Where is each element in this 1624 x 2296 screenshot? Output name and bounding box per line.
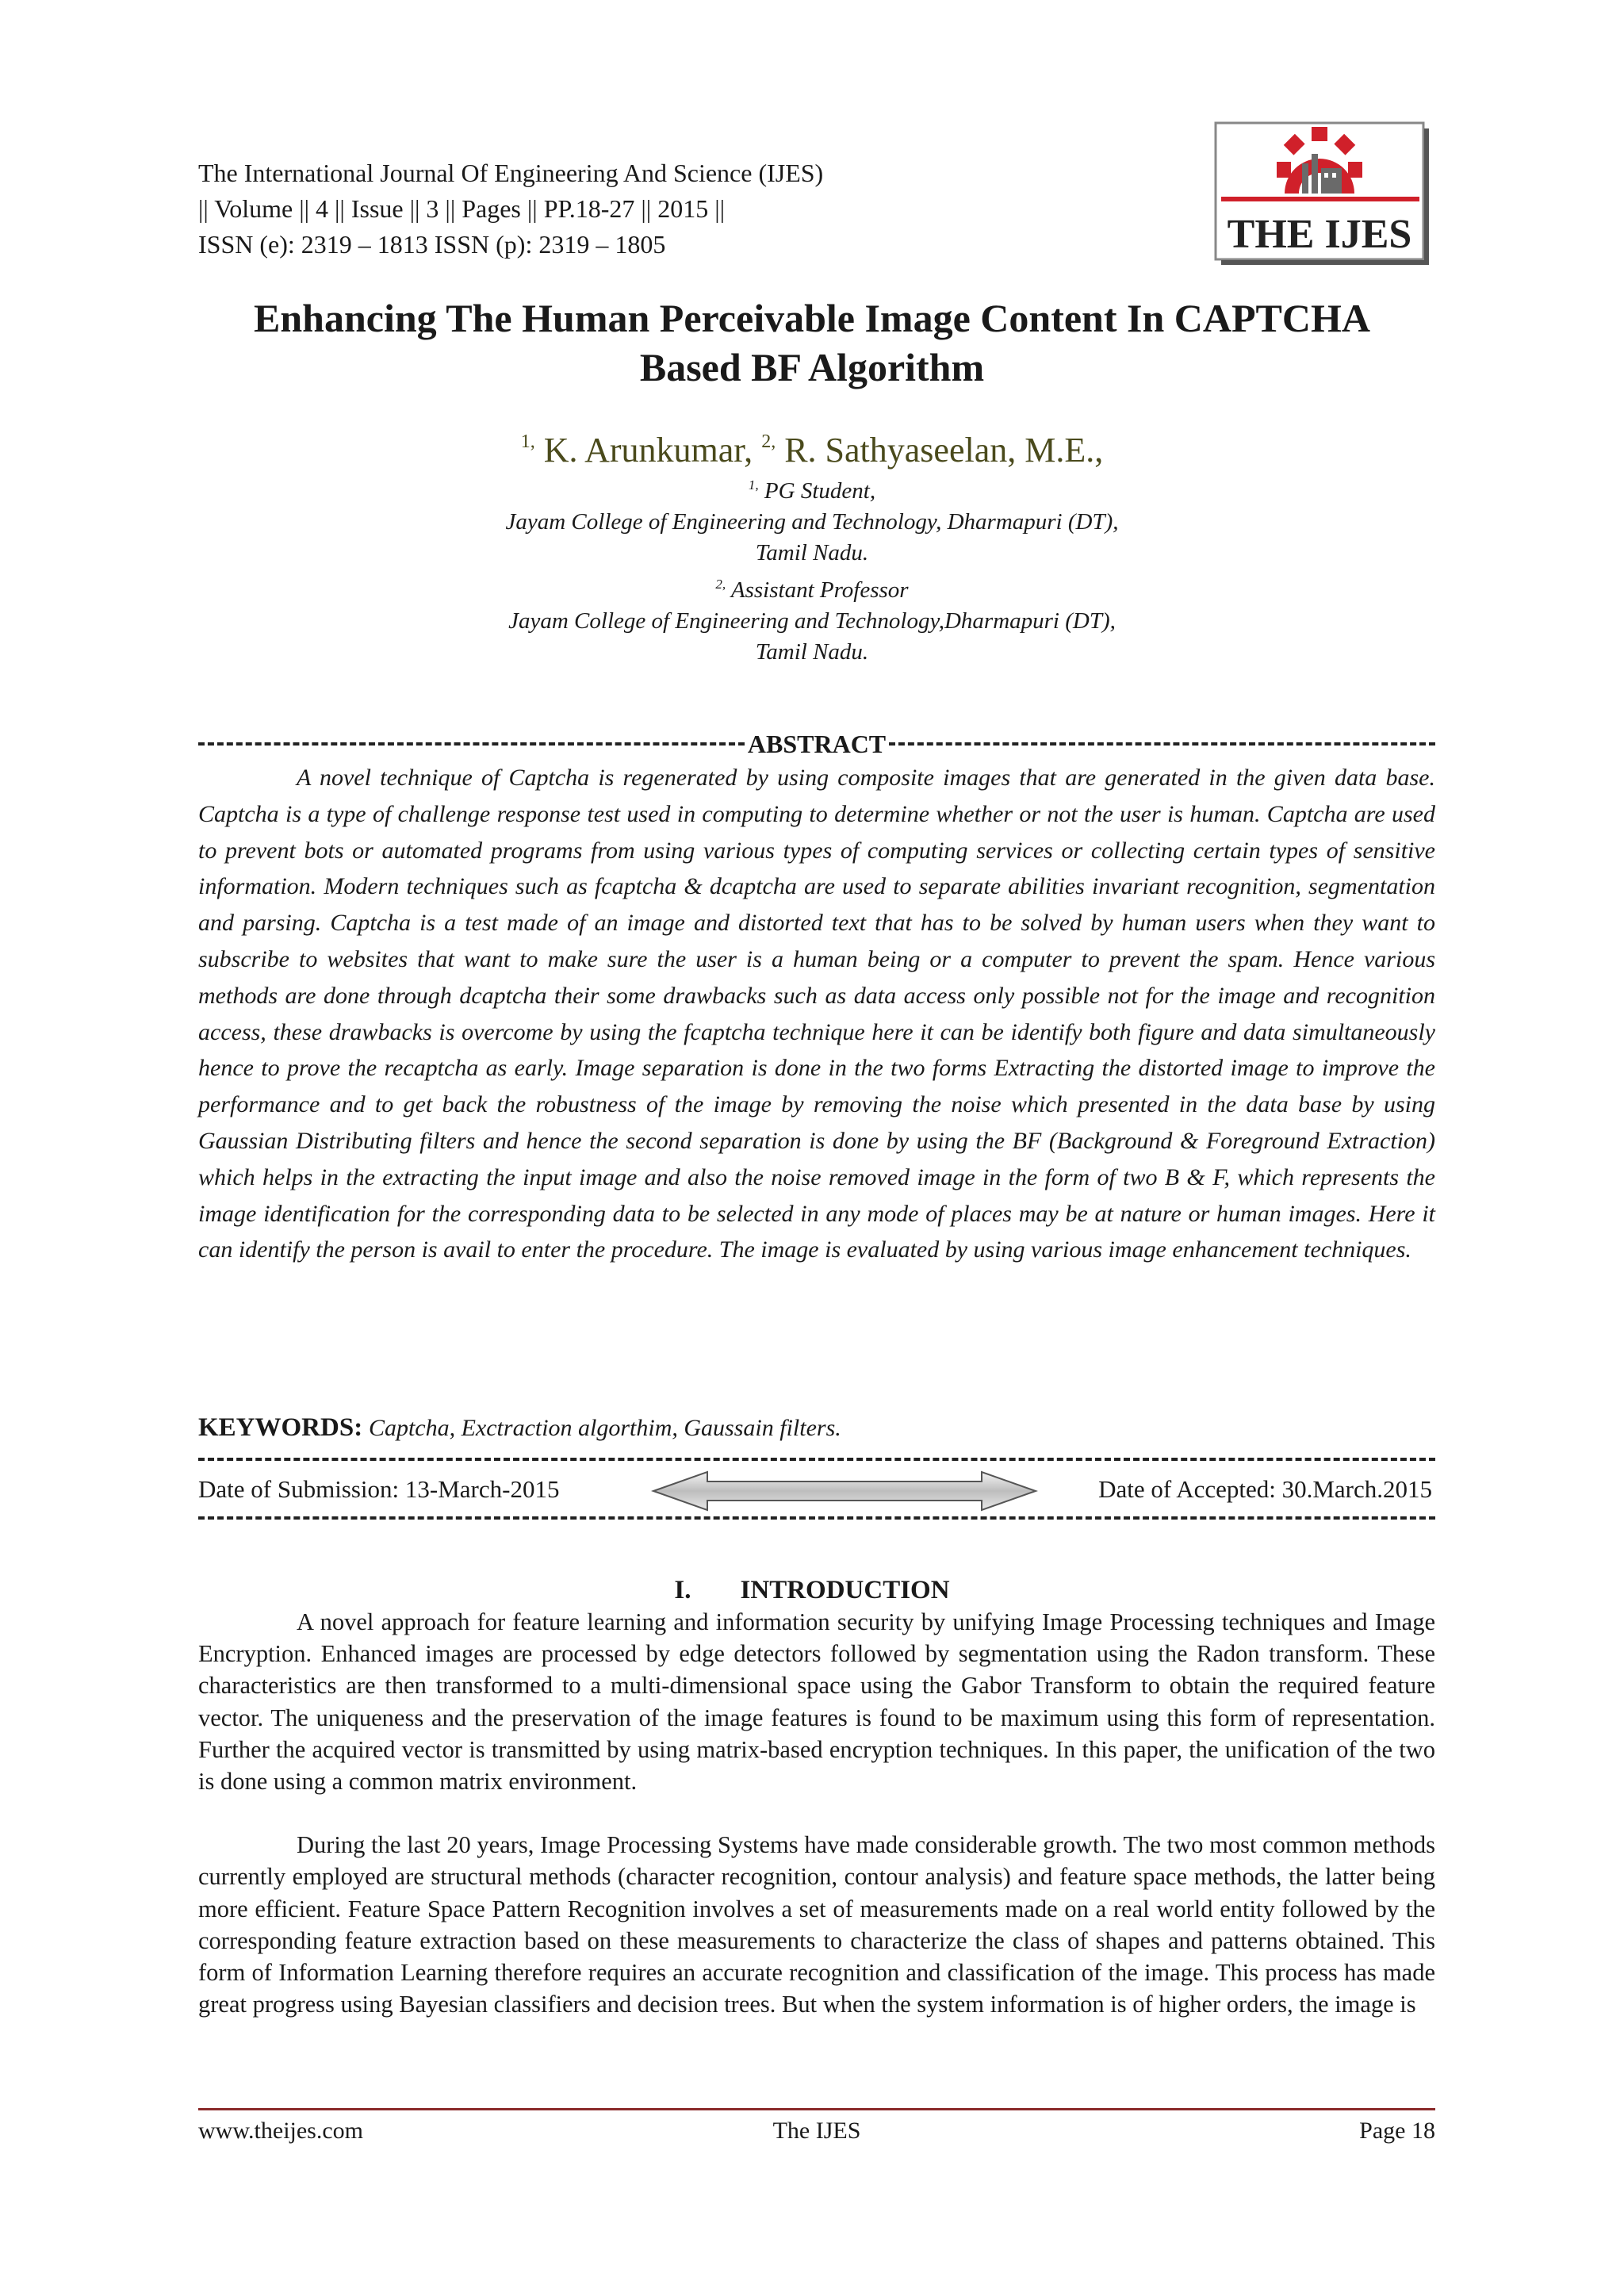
- ijes-logo: [1213, 121, 1429, 265]
- page-number: Page 18: [1359, 2118, 1435, 2144]
- affil-state-1: Tamil Nadu.: [755, 540, 869, 565]
- affil-role-1-text: PG Student,: [764, 478, 876, 504]
- keywords: [198, 1413, 841, 1443]
- journal-header: [198, 155, 823, 263]
- introduction-body: [198, 1606, 1435, 2052]
- abstract-heading: ABSTRACT: [747, 729, 887, 758]
- affil-mark-1: 1,: [748, 477, 759, 493]
- submission-date: Date of Submission: 13-March-2015: [198, 1475, 560, 1503]
- affil-inst-2: Jayam College of Engineering and Technology,Dharmapuri (DT),: [508, 608, 1116, 634]
- intro-paragraph-2: During the last 20 years, Image Processing Systems have made considerable growth. The two most common methods currently employed are structural methods (character recognition, contour analysis) and feature space methods, the latter being more efficient. Feature Space Pattern Recognition involves a set of measurements made on a real world entity followed by the corresponding feature extraction based on these measurements to characterize the class of shapes and patterns obtained. This form of Information Learning therefore requires an accurate recognition and classification of the image. This process has made great progress using Bayesian classifiers and decision trees. But when the system information is of higher orders, the image is: [198, 1831, 1435, 2018]
- abstract-heading-row: [198, 728, 1435, 760]
- logo-text: THE IJES: [1227, 212, 1412, 257]
- paper-title: [159, 293, 1465, 392]
- affil-role-2: [0, 569, 1624, 606]
- intro-paragraph-1: A novel approach for feature learning and information security by unifying Image Processing techniques and Image Encryption. Enhanced images are processed by edge detectors followed by segmentation using the Radon transform. These characteristics are then transformed to a multi-dimensional space using the Gabor Transform to obtain the required feature vector. The uniqueness and the preservation of the image features is found to be maximum using this form of representation. Further the acquired vector is transmitted by using matrix-based encryption techniques. In this paper, the unification of the two is done using a common matrix environment.: [198, 1608, 1435, 1796]
- title-line-1: Enhancing The Human Perceivable Image Content In CAPTCHA: [254, 296, 1370, 340]
- author-1-name: K. Arunkumar,: [543, 431, 753, 470]
- accepted-date: Date of Accepted: 30.March.2015: [1098, 1475, 1432, 1503]
- abstract-divider-left: [198, 742, 745, 746]
- dates-row: [198, 1469, 1435, 1508]
- author-1-mark: 1,: [520, 431, 535, 452]
- section-number: I.: [674, 1576, 691, 1604]
- abstract: [198, 760, 1435, 1268]
- affil-state-2: Tamil Nadu.: [755, 639, 869, 665]
- divider-bottom: [198, 1516, 1435, 1520]
- keywords-label: KEYWORDS:: [198, 1413, 363, 1442]
- footer-rule: [198, 2108, 1435, 2110]
- section-title: INTRODUCTION: [740, 1576, 950, 1604]
- double-arrow-icon: [650, 1469, 1039, 1513]
- journal-volume: || Volume || 4 || Issue || 3 || Pages || PP.18-27 || 2015 ||: [198, 194, 726, 223]
- keywords-text: Captcha, Exctraction algorthim, Gaussain filters.: [368, 1415, 841, 1441]
- journal-name: The International Journal Of Engineering And Science (IJES): [198, 159, 824, 187]
- footer-website: www.theijes.com: [198, 2118, 364, 2144]
- author-2-name: R. Sathyaseelan, M.E.,: [784, 431, 1104, 470]
- affil-mark-2: 2,: [715, 577, 726, 592]
- abstract-divider-right: [889, 742, 1435, 746]
- divider-top: [198, 1458, 1435, 1461]
- affiliations: [0, 470, 1624, 668]
- authors: [0, 420, 1624, 472]
- affil-role-2-text: Assistant Professor: [730, 577, 909, 603]
- journal-issn: ISSN (e): 2319 – 1813 ISSN (p): 2319 – 1805: [198, 230, 666, 259]
- author-2-mark: 2,: [761, 431, 776, 452]
- abstract-text: A novel technique of Captcha is regenerated by using composite images that are generated in the given data base. Captcha is a type of challenge response test used in computing to determine whether or not the user is human. Captcha are used to prevent bots or automated programs from using various types of computing services or collecting certain types of sensitive information. Modern techniques such as fcaptcha & dcaptcha are used to separate abilities invariant recognition, segmentation and parsing. Captcha is a test made of an image and distorted text that has to be solved by human users when they want to subscribe to websites that want to make sure the user is a human being or a computer to prevent the spam. Hence various methods are done through dcaptcha their some drawbacks such as data access only possible not for the image and recognition access, these drawbacks is overcome by using the fcaptcha technique here it can be identify both figure and data simultaneously hence to prove the recaptcha as early. Image separation is done in the two forms Extracting the distorted image to improve the performance and to get back the robustness of the image by removing the noise which presented in the data base by using Gaussian Distributing filters and hence the second separation is done by using the BF (Background & Foreground Extraction) which helps in the extracting the input image and also the noise removed image in the form of two B & F, which represents the image identification for the corresponding data to be selected in any mode of places may be at nature or human images. Here it can identify the person is avail to enter the procedure. The image is evaluated by using various image enhancement techniques.: [198, 765, 1435, 1263]
- section-heading: [0, 1574, 1624, 1606]
- affil-inst-1: Jayam College of Engineering and Technology, Dharmapuri (DT),: [505, 509, 1119, 535]
- affil-role-1: [0, 470, 1624, 507]
- footer-journal: The IJES: [772, 2118, 861, 2144]
- title-line-2: Based BF Algorithm: [639, 345, 985, 389]
